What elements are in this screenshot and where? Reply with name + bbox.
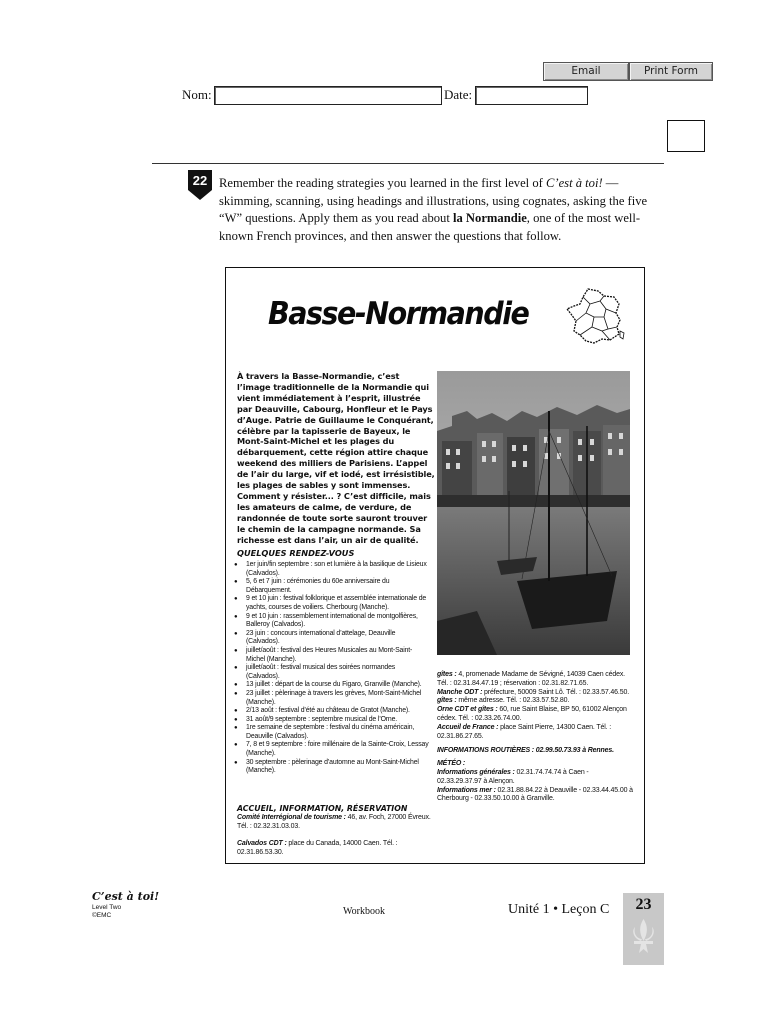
workbook-label: Workbook — [343, 906, 385, 917]
list-item: ● 31 août/9 septembre : septembre musical de l’Orne. — [234, 716, 430, 725]
rendezvous-heading: QUELQUES RENDEZ-VOUS — [237, 548, 355, 558]
list-item: ● 1re semaine de septembre : festival du cinéma américain, Deauville (Calvados). — [234, 724, 430, 741]
copyright: ©EMC — [92, 912, 112, 919]
article-lead: À travers la Basse-Normandie, c’est l’image traditionnelle de la Normandie qui vient immédiatement à l’esprit, illustrée par Deauville, Cabourg, Honfleur et le Pays d’Auge. Patrie de Guillaume le Conquérant, célèbre par la tapisserie de Bayeux, le Mont-Saint-Michel et les plages du débarquement, cette région attire chaque weekend des milliers de Parisiens. L’appel de l’air du large, vif et iodé, est irrésistible, les plages de sables y sont immenses. Comment y résister... ? C’est difficile, mais les amateurs de calme, de verdure, de randonnée de toute sorte sauront trouver le chemin de la campagne normande. Sa richesse est dans l’air, un air de qualité. — [237, 371, 435, 545]
list-item: ● 30 septembre : pèlerinage d’automne au Mont-Saint-Michel (Manche). — [234, 759, 430, 776]
page-number: 23 — [635, 896, 652, 913]
print-form-button[interactable]: Print Form — [629, 62, 713, 81]
events-list — [234, 561, 430, 776]
nom-field[interactable] — [214, 86, 442, 105]
level-label: Level Two — [92, 904, 122, 911]
activity-number-badge — [188, 170, 212, 200]
harbour-photo — [437, 371, 630, 655]
list-item: ● 1er juin/fin septembre : son et lumière à la basilique de Lisieux (Calvados). — [234, 561, 430, 578]
meteo-mer-info: Informations mer : 02.31.88.84.22 à Deauville - 02.33.44.45.00 à Cherbourg - 02.33.50.10.00 à Granville. — [437, 786, 633, 803]
book-logo: C’est à toi! — [92, 890, 160, 903]
list-item: ● 9 et 10 juin : rassemblement international de montgolfières, Balleroy (Calvados). — [234, 613, 430, 630]
list-item: ● 5, 6 et 7 juin : cérémonies du 60e anniversaire du Débarquement. — [234, 578, 430, 595]
divider — [152, 163, 664, 164]
activity-number: 22 — [192, 173, 208, 188]
list-item: ● juillet/août : festival des Heures Musicales au Mont-Saint-Michel (Manche). — [234, 647, 430, 664]
list-item: ● 9 et 10 juin : festival folklorique et assemblée internationale de yachts, courses de voiliers. Cherbourg (Manche). — [234, 595, 430, 612]
accueil-france-info: Accueil de France : place Saint Pierre, 14300 Caen. Tél. : 02.31.86.27.65. — [437, 723, 612, 740]
france-map-icon — [564, 287, 626, 345]
list-item: ● 13 juillet : départ de la course du Figaro, Granville (Manche). — [234, 681, 430, 690]
date-label: Date: — [444, 87, 473, 102]
manche-info: Manche ODT : préfecture, 50009 Saint Lô. Tél. : 02.33.57.46.50. gîtes : même adresse. Tél. : 02.33.57.52.80. — [437, 688, 629, 705]
calvados-info: Calvados CDT : place du Canada, 14000 Caen. Tél. : 02.31.86.53.30. — [237, 840, 398, 856]
page-number-tab — [623, 893, 664, 965]
list-item: ● 23 juillet : pèlerinage à travers les grèves, Mont-Saint-Michel (Manche). — [234, 690, 430, 707]
list-item: ● 2/13 août : festival d’été au château de Gratot (Manche). — [234, 707, 430, 716]
contacts-column — [437, 671, 633, 807]
gites-info: gîtes : 4, promenade Madame de Sévigné, 14039 Caen cédex. Tél. : 02.31.84.47.19 ; réservation : 02.31.82.71.65. — [437, 671, 625, 687]
crt-info: Comité Interrégional de tourisme : 46, av. Foch, 27000 Évreux. Tél. : 02.32.31.03.03. — [237, 814, 431, 830]
date-field[interactable] — [475, 86, 588, 105]
nom-label: Nom: — [182, 87, 212, 102]
meteo-general-info: Informations générales : 02.31.74.74.74 à Caen - 02.33.29.37.97 à Alençon. — [437, 768, 589, 785]
list-item: ● juillet/août : festival musical des soirées normandes (Calvados). — [234, 664, 430, 681]
unit-lesson-label: Unité 1 • Leçon C — [508, 902, 610, 917]
routieres-info: INFORMATIONS ROUTIÈRES : 02.99.50.73.93 à Rennes. — [437, 747, 614, 755]
score-box[interactable] — [667, 120, 705, 152]
meteo-heading: MÉTÉO : — [437, 760, 466, 768]
activity-instructions: Remember the reading strategies you learned in the first level of C’est à toi! — skimming, scanning, using headings and illustrations, using cognates, asking the five “W” questions. Apply them as you read about la Normandie, one of the most well-known French provinces, and then answer the questions that follow. — [219, 176, 648, 243]
accueil-heading: ACCUEIL, INFORMATION, RÉSERVATION — [237, 804, 408, 813]
email-button[interactable]: Email — [543, 62, 629, 81]
orne-info: Orne CDT et gîtes : 60, rue Saint Blaise, BP 50, 61002 Alençon cédex. Tél. : 02.33.26.74.00. — [437, 706, 627, 722]
article-title: Basse-Normandie — [268, 296, 529, 332]
list-item: ● 23 juin : concours international d’attelage, Deauville (Calvados). — [234, 630, 430, 647]
fleur-de-lis-icon — [629, 917, 658, 957]
list-item: ● 7, 8 et 9 septembre : foire millénaire de la Sainte-Croix, Lessay (Manche). — [234, 741, 430, 758]
